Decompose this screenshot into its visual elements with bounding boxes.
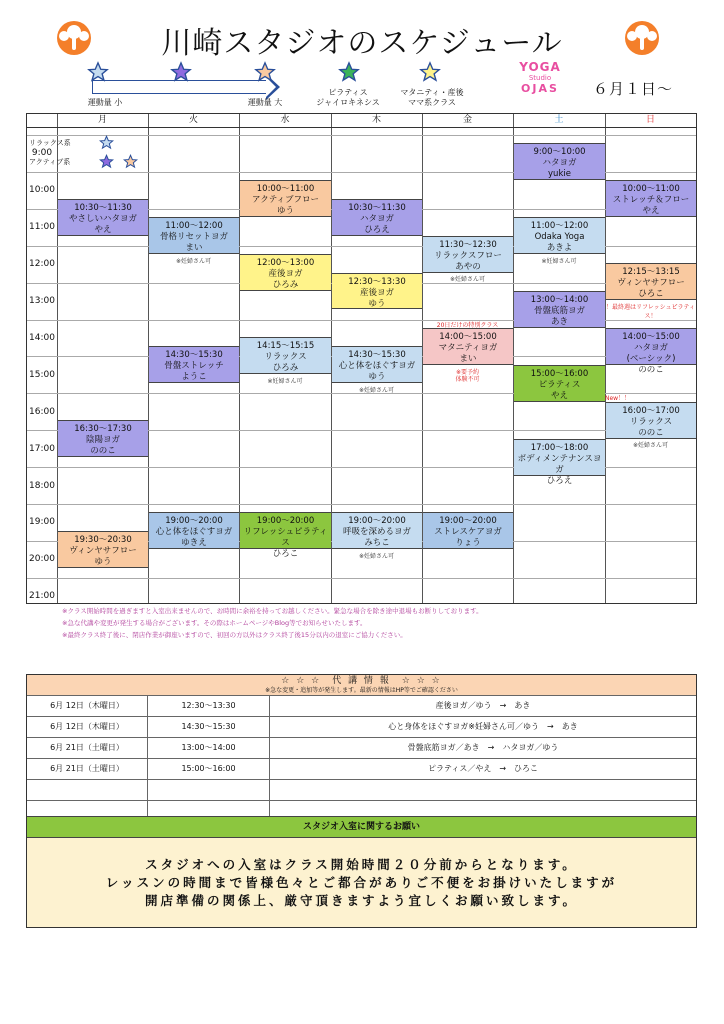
day-header-4: 金 [462, 115, 472, 125]
class-block[interactable] [240, 512, 331, 560]
table-row: 6月 21日（土曜日） 15:00～16:00 ピラティス／やえ → ひろこ [27, 758, 696, 779]
substitute-table [26, 674, 697, 928]
substitute-header [27, 675, 696, 695]
class-teacher: りょう [455, 538, 481, 549]
class-name: 心と体をほぐすヨガ [155, 527, 233, 538]
class-name: リラックスフロー [434, 250, 502, 261]
class-time: 19:00～20:00 [256, 516, 315, 527]
class-teacher: みちこ [364, 538, 390, 549]
star-active-icon [170, 61, 192, 83]
note-text: ※妊婦さん可 [541, 257, 577, 265]
class-block[interactable] [606, 402, 696, 439]
class-name: ヴィンヤサフロー [69, 545, 137, 556]
substitute-title: ☆ ☆ ☆ 代 講 情 報 ☆ ☆ ☆ [281, 676, 442, 686]
class-block[interactable] [332, 512, 422, 549]
grid-hline [27, 578, 696, 579]
class-block[interactable] [423, 328, 513, 365]
class-teacher: ひろみ [272, 363, 299, 374]
time-label: 12:00 [29, 259, 55, 270]
class-name: 骨盤ストレッチ [164, 361, 224, 372]
note-text: ※妊婦さん可 [267, 377, 303, 385]
time-label: 9:00 [31, 148, 53, 159]
class-teacher: ひろこ [272, 549, 299, 560]
class-teacher: ゆきえ [181, 538, 207, 549]
time-label: 15:00 [29, 369, 55, 380]
class-time: 16:30～17:30 [74, 424, 132, 435]
table-row [27, 800, 696, 816]
time-label: 20:00 [29, 554, 55, 565]
class-block[interactable] [58, 199, 148, 236]
day-header-0: 月 [97, 115, 107, 125]
class-teacher: まい [185, 243, 203, 254]
class-teacher: やえ [550, 390, 568, 401]
class-block[interactable] [149, 512, 239, 549]
class-time: 19:30～20:30 [74, 534, 132, 545]
class-name: 陰陽ヨガ [85, 435, 120, 446]
class-teacher: ひろこ [638, 289, 664, 300]
class-name: やさしいハタヨガ [68, 213, 137, 224]
class-time: 10:00～11:00 [622, 184, 680, 195]
grid-hline [27, 504, 696, 505]
day-header-3: 木 [371, 115, 381, 125]
time-label: 18:00 [29, 480, 55, 491]
class-teacher: まい [459, 353, 477, 364]
notice-line: 開店準備の関係上、厳守頂きますよう宜しくお願い致します。 [144, 893, 578, 908]
class-teacher: ののこ [638, 427, 664, 438]
footnote: ※最終クラス終了後に、閉店作業が御座いますので、初回の方以外はクラス終了後15分以内の退室にご協力ください。 [62, 631, 407, 639]
star-strong-icon [254, 61, 276, 83]
class-teacher: ひろえ [364, 224, 390, 235]
class-time: 10:00～11:00 [256, 184, 315, 195]
class-teacher: ののこ [638, 364, 664, 375]
class-time: 12:30～13:30 [348, 276, 406, 287]
legend-relax-label: リラックス系 [29, 139, 71, 147]
time-label: 16:00 [29, 406, 55, 417]
class-block[interactable] [149, 346, 239, 383]
class-block[interactable] [606, 263, 696, 300]
notice-line: レッスンの時間まで皆様色々とご都合がありご不便をお掛けいたしますが [105, 875, 618, 890]
class-name: ヴィンヤサフロー [617, 278, 685, 289]
note-text: ！最終週はリフレッシュピラティス！ [605, 304, 696, 321]
class-block[interactable] [240, 180, 331, 217]
day-header-5: 土 [554, 115, 564, 125]
table-row: 6月 12日（木曜日） 14:30～15:30 心と身体をほぐすヨガ※妊婦さん可／ゆう → あき [27, 716, 696, 737]
class-time: 17:00～18:00 [530, 442, 589, 453]
class-time: 12:00～13:00 [256, 258, 315, 269]
note-text: ※妊婦さん可 [358, 553, 395, 561]
class-name: Odaka Yoga [534, 232, 585, 243]
footnote: ※クラス開始時間を過ぎますと入室出来ませんので、お時間に余裕を持ってお越しください。緊急な場合を除き途中退場もお断りしております。 [62, 607, 483, 615]
class-block[interactable] [240, 254, 331, 291]
grid-vline [513, 114, 514, 603]
star-pilates-icon [338, 61, 360, 83]
class-block[interactable] [423, 236, 513, 273]
class-name: 骨格リセットヨガ [160, 232, 228, 243]
class-teacher: やえ [94, 224, 112, 235]
yoga-ojas-logo: YOGA Studio OJAS [519, 60, 561, 95]
note-text: ※妊婦さん可 [175, 257, 212, 265]
class-time: 10:30～11:30 [74, 202, 132, 213]
legend-active-label: アクティブ系 [29, 158, 71, 166]
class-block[interactable] [332, 199, 422, 236]
note-text: ※妊婦さん可 [632, 442, 669, 450]
class-time: 15:00～16:00 [530, 368, 589, 379]
class-teacher: やえ [642, 206, 660, 217]
class-time: 14:30～15:30 [348, 350, 406, 361]
time-label: 14:00 [29, 332, 55, 343]
star-maternity-icon [419, 61, 441, 83]
class-block[interactable] [606, 180, 696, 217]
note-text: ※要予約 [455, 368, 480, 376]
page-title: 川崎スタジオのスケジュール [161, 26, 563, 61]
legend-maternity: マタニティ・産後 ママ系クラス [400, 88, 464, 107]
ganesha-logo-icon [620, 18, 664, 58]
class-teacher: ひろえ [546, 475, 573, 486]
notice-line: スタジオへの入室はクラス開始時間２０分前からとなります。 [145, 857, 578, 872]
class-teacher: yukie [548, 169, 571, 180]
class-teacher: ゆう [94, 556, 112, 567]
class-time: 9:00～10:00 [533, 147, 586, 158]
note-text: 20日だけの特別クラス [436, 321, 499, 329]
class-time: 11:30～12:30 [439, 239, 497, 250]
class-block[interactable] [514, 217, 605, 254]
note-text: ※妊婦さん可 [358, 387, 395, 395]
grid-vline [57, 114, 58, 603]
class-name: 産後ヨガ [359, 287, 394, 298]
note-text: New！！ [605, 394, 631, 402]
class-teacher: ひろみ [272, 280, 299, 291]
class-teacher: ゆう [368, 298, 386, 309]
time-label: 17:00 [29, 443, 55, 454]
class-teacher: あき [550, 317, 568, 328]
class-name: ボディメンテナンスヨガ [517, 453, 602, 475]
class-block[interactable] [514, 439, 605, 486]
class-block[interactable] [514, 143, 605, 180]
class-time: 11:00～12:00 [165, 221, 223, 232]
class-time: 14:15～15:15 [256, 341, 315, 352]
legend-low: 運動量 小 [87, 98, 123, 107]
class-block[interactable] [149, 217, 239, 254]
class-name: 心と体をほぐすヨガ [338, 361, 416, 372]
time-label: 11:00 [29, 222, 55, 233]
time-label: 19:00 [29, 517, 55, 528]
class-name: ストレッチ＆フロー [612, 195, 690, 206]
class-time: 16:00～17:00 [622, 405, 680, 416]
schedule-grid [26, 113, 697, 604]
legend-pilates: ピラティス ジャイロキネシス [316, 88, 380, 107]
legend-high: 運動量 大 [247, 98, 283, 107]
class-name: リフレッシュピラティス [243, 527, 328, 549]
class-name: ハタヨガ [359, 213, 394, 224]
schedule-start-date: ６月１日～ [593, 80, 674, 98]
time-label: 10:00 [29, 185, 55, 196]
notice-title: スタジオ入室に関するお願い [27, 816, 696, 837]
class-time: 19:00～20:00 [348, 516, 406, 527]
class-time: 10:30～11:30 [348, 202, 406, 213]
grid-hline [27, 135, 696, 136]
class-name: リラックス [264, 352, 307, 363]
class-block[interactable] [514, 365, 605, 402]
class-time: 14:30～15:30 [165, 350, 223, 361]
class-name: 産後ヨガ [268, 269, 303, 280]
legend-star-icon [123, 154, 138, 173]
time-label: 13:00 [29, 296, 55, 307]
class-name: ハタヨガ (ベーシック) [626, 342, 676, 364]
class-time: 19:00～20:00 [165, 516, 223, 527]
day-header-1: 火 [188, 115, 198, 125]
class-teacher: あやの [455, 261, 481, 272]
note-text: ※妊婦さん可 [449, 276, 486, 284]
notice-box [27, 837, 696, 927]
class-teacher: あきよ [546, 243, 573, 254]
class-block[interactable] [606, 328, 696, 375]
table-row [27, 779, 696, 800]
class-time: 12:15～13:15 [622, 267, 680, 278]
class-block[interactable] [58, 420, 148, 457]
legend-star-icon [99, 154, 114, 173]
class-teacher: ようこ [181, 372, 207, 383]
legend-star-icon [99, 135, 114, 154]
class-teacher: ゆう [368, 372, 386, 383]
class-time: 14:00～15:00 [622, 331, 680, 342]
class-teacher: ののこ [90, 446, 116, 457]
class-name: ピラティス [538, 379, 581, 390]
day-header-6: 日 [645, 115, 655, 125]
ganesha-logo-icon [52, 18, 96, 58]
grid-hline [27, 127, 696, 128]
class-name: ハタヨガ [542, 158, 577, 169]
class-time: 14:00～15:00 [439, 331, 497, 342]
table-row: 6月 12日（木曜日） 12:30～13:30 産後ヨガ／ゆう → あき [27, 695, 696, 716]
time-label: 21:00 [29, 591, 55, 602]
class-name: マタニティヨガ [438, 342, 498, 353]
table-row: 6月 21日（土曜日） 13:00～14:00 骨盤底筋ヨガ／あき → ハタヨガ／ゆう [27, 737, 696, 758]
class-name: リラックス [629, 416, 673, 427]
class-name: 呼吸を深めるヨガ [342, 527, 411, 538]
class-block[interactable] [423, 512, 513, 549]
star-relax-icon [87, 61, 109, 83]
class-time: 11:00～12:00 [530, 221, 589, 232]
class-block[interactable] [514, 291, 605, 328]
class-teacher: ゆう [276, 206, 294, 217]
class-time: 19:00～20:00 [439, 516, 497, 527]
class-block[interactable] [332, 346, 422, 383]
class-block[interactable] [240, 337, 331, 374]
class-block[interactable] [332, 273, 422, 310]
footnote: ※急な代講や変更が発生する場合がございます。その際はホームページやBlog等でお知らせいたします。 [62, 619, 367, 627]
class-time: 13:00～14:00 [530, 295, 589, 306]
class-block[interactable] [58, 531, 148, 568]
note-text: 体験不可 [455, 376, 480, 384]
class-name: 骨盤底筋ヨガ [533, 306, 585, 317]
class-name: ストレスケアヨガ [434, 527, 502, 538]
day-header-2: 水 [280, 115, 290, 125]
substitute-subtitle: ※急な変更・追加等が発生します。最新の情報はHP等でご確認ください [265, 687, 458, 694]
class-name: アクティブフロー [251, 195, 320, 206]
